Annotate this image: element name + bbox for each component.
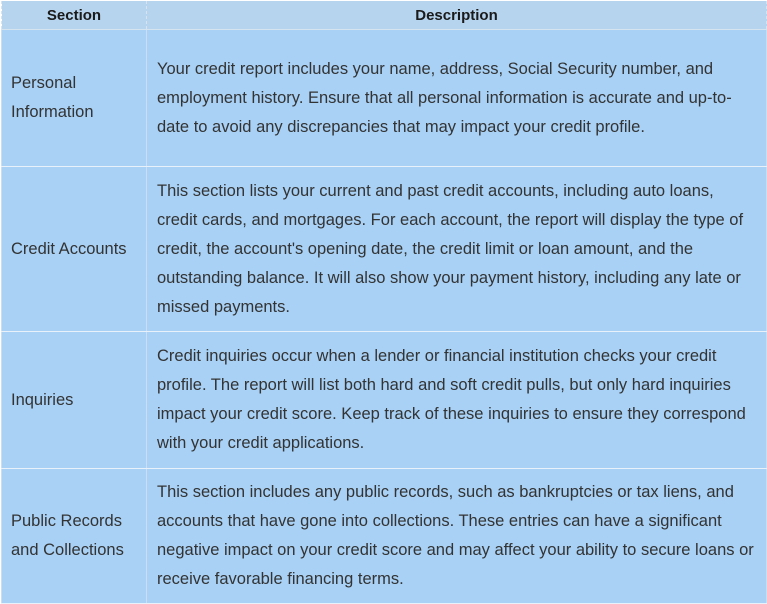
description-cell: This section includes any public records, such as bankruptcies or tax liens, and accounts that have gone into collections. These entries can have a significant negative impact on your credit score and may affect your ability to secure loans or receive favorable financing terms. — [147, 469, 767, 604]
table-row — [2, 30, 767, 167]
header-row — [2, 1, 767, 30]
credit-report-table — [1, 0, 767, 604]
description-cell: This section lists your current and past credit accounts, including auto loans, credit cards, and mortgages. For each account, the report will display the type of credit, the account's opening date, the credit limit or loan amount, and the outstanding balance. It will also show your payment history, including any late or missed payments. — [147, 167, 767, 332]
section-cell: Public Records and Collections — [2, 469, 147, 604]
description-cell: Credit inquiries occur when a lender or financial institution checks your credit profile. The report will list both hard and soft credit pulls, but only hard inquiries impact your credit score. Keep track of these inquiries to ensure they correspond with your credit applications. — [147, 332, 767, 469]
table-header — [2, 1, 767, 30]
section-cell: Personal Information — [2, 30, 147, 167]
header-section: Section — [2, 1, 147, 30]
section-cell: Credit Accounts — [2, 167, 147, 332]
description-cell: Your credit report includes your name, address, Social Security number, and employment history. Ensure that all personal information is accurate and up-to-date to avoid any discrepancies that may impact your credit profile. — [147, 30, 767, 167]
header-description: Description — [147, 1, 767, 30]
section-cell: Inquiries — [2, 332, 147, 469]
table-row — [2, 167, 767, 332]
table-row — [2, 469, 767, 604]
table-row — [2, 332, 767, 469]
table-body — [2, 30, 767, 604]
